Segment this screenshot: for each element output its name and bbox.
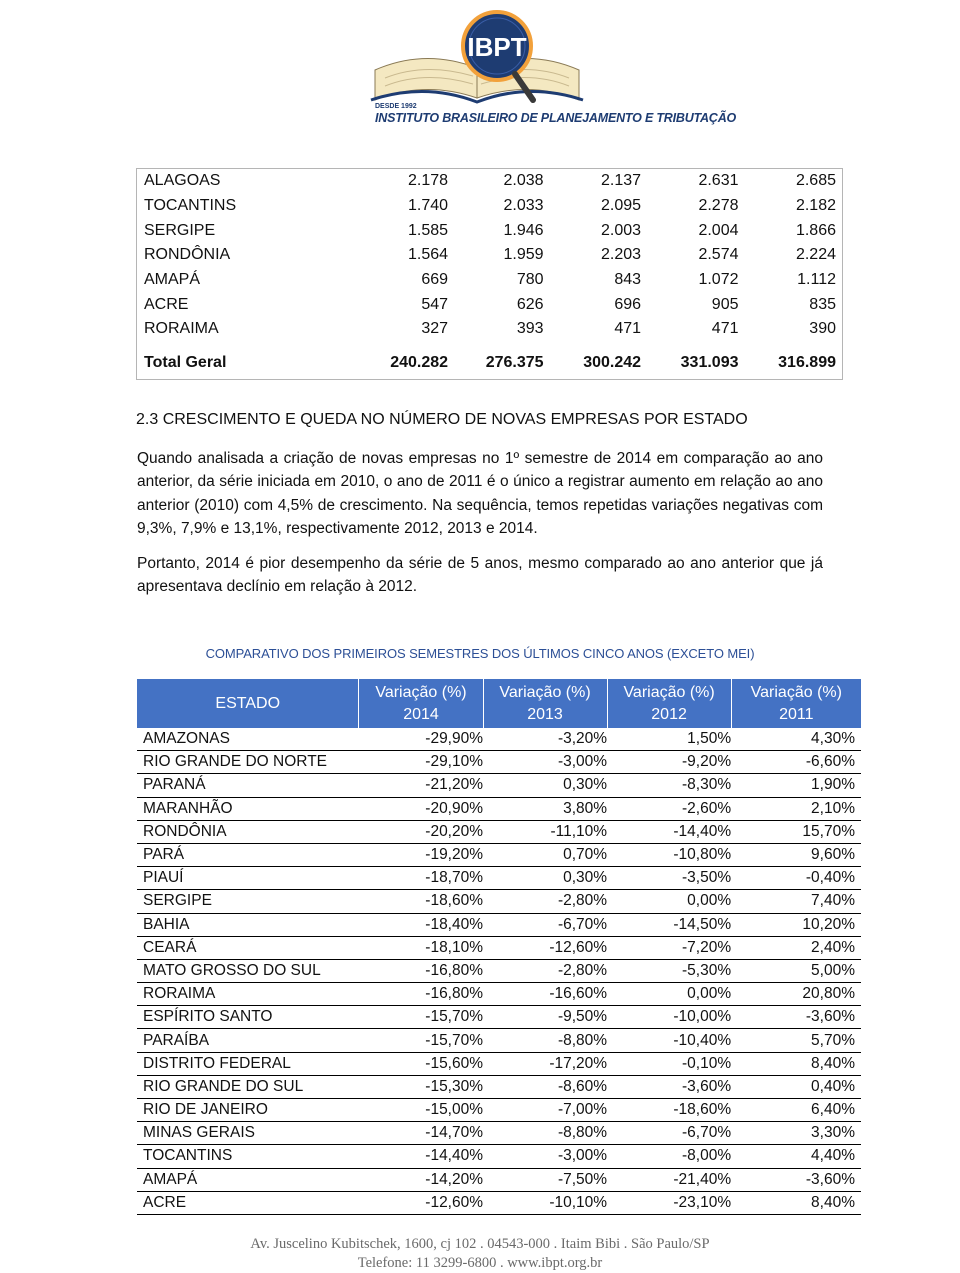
variation-cell: -20,90%: [359, 797, 483, 820]
table-row: [137, 1099, 861, 1122]
state-name: AMAPÁ: [144, 271, 201, 289]
value-cell: 1.585: [407, 221, 449, 239]
variation-cell: -15,30%: [359, 1075, 483, 1098]
value-cell: 1.564: [407, 246, 449, 264]
value-cell: 1.740: [407, 197, 449, 215]
value-cell: 2.182: [795, 197, 836, 215]
table-row: [137, 843, 861, 866]
state-name: TOCANTINS: [137, 1145, 359, 1168]
variation-cell: 8,40%: [731, 1052, 861, 1075]
variation-cell: -9,50%: [483, 1006, 607, 1029]
table-row: [137, 218, 842, 243]
state-name: PIAUÍ: [137, 867, 359, 890]
value-cell: 2.278: [698, 197, 739, 215]
value-cell: 2.038: [503, 172, 544, 190]
variation-cell: -18,70%: [359, 867, 483, 890]
ibpt-logo: [0, 0, 960, 145]
header-col-2013: [483, 679, 607, 728]
table-row: [137, 1191, 861, 1214]
footer-contact: Telefone: 11 3299-6800 . www.ibpt.org.br: [357, 1255, 603, 1271]
variation-cell: 5,70%: [731, 1029, 861, 1052]
value-cell: 669: [421, 271, 449, 289]
header-col-label: Variação (%): [499, 683, 591, 701]
variation-cell: 3,30%: [731, 1122, 861, 1145]
value-cell: 2.203: [600, 246, 642, 264]
variation-cell: -18,40%: [359, 913, 483, 936]
variation-cell: -21,20%: [359, 774, 483, 797]
table-row: [137, 820, 861, 843]
logo-brand-text: IBPT: [467, 32, 527, 62]
state-name: BAHIA: [137, 913, 359, 936]
value-cell: 471: [614, 320, 642, 338]
value-cell: 2.685: [795, 172, 836, 190]
variation-cell: 4,40%: [731, 1145, 861, 1168]
table-row: [137, 867, 861, 890]
variation-cell: -12,60%: [359, 1191, 483, 1214]
table-row: [137, 1122, 861, 1145]
variation-cell: 0,00%: [607, 890, 731, 913]
table-row: [137, 890, 861, 913]
variation-cell: -3,20%: [483, 728, 607, 751]
variation-cell: -2,80%: [483, 959, 607, 982]
comparison-table-caption: COMPARATIVO DOS PRIMEIROS SEMESTRES DOS ÚLTIMOS CINCO ANOS (EXCETO MEI): [205, 646, 755, 661]
value-cell: 2.631: [698, 172, 739, 190]
state-name: PARÁ: [137, 843, 359, 866]
state-name: ESPÍRITO SANTO: [137, 1006, 359, 1029]
table-row: [137, 169, 842, 194]
value-cell: 300.242: [583, 353, 642, 371]
variation-cell: 6,40%: [731, 1099, 861, 1122]
variation-cell: 2,40%: [731, 936, 861, 959]
variation-cell: -19,20%: [359, 843, 483, 866]
variation-cell: -14,70%: [359, 1122, 483, 1145]
variation-cell: -18,10%: [359, 936, 483, 959]
variation-cell: -3,60%: [731, 1168, 861, 1191]
variation-cell: 3,80%: [483, 797, 607, 820]
state-name: ACRE: [144, 295, 189, 313]
value-cell: 471: [711, 320, 739, 338]
table-row: [137, 751, 861, 774]
value-cell: 2.003: [600, 221, 642, 239]
value-cell: 626: [516, 295, 544, 313]
variation-cell: -7,20%: [607, 936, 731, 959]
table-row: [137, 1075, 861, 1098]
table-row: [137, 243, 842, 268]
variation-cell: 0,40%: [731, 1075, 861, 1098]
variation-cell: -7,50%: [483, 1168, 607, 1191]
variation-cell: -5,30%: [607, 959, 731, 982]
table-row: [137, 317, 842, 342]
variation-cell: 2,10%: [731, 797, 861, 820]
variation-cell: -10,40%: [607, 1029, 731, 1052]
variation-cell: 10,20%: [731, 913, 861, 936]
comparison-header-row: [137, 679, 861, 728]
variation-cell: -7,00%: [483, 1099, 607, 1122]
state-name: RONDÔNIA: [144, 246, 231, 264]
table-row: [137, 1029, 861, 1052]
variation-cell: -6,70%: [483, 913, 607, 936]
variation-cell: -6,60%: [731, 751, 861, 774]
variation-cell: -9,20%: [607, 751, 731, 774]
variation-cell: -18,60%: [607, 1099, 731, 1122]
variation-cell: 1,50%: [607, 728, 731, 751]
header-col-2011: [731, 679, 861, 728]
variation-cell: -10,00%: [607, 1006, 731, 1029]
variation-cell: -6,70%: [607, 1122, 731, 1145]
state-name: CEARÁ: [137, 936, 359, 959]
variation-cell: -3,60%: [731, 1006, 861, 1029]
variation-cell: -15,60%: [359, 1052, 483, 1075]
variation-cell: -15,00%: [359, 1099, 483, 1122]
state-name: ALAGOAS: [144, 172, 221, 190]
variation-cell: 15,70%: [731, 820, 861, 843]
logo-since-text: DESDE 1992: [375, 103, 417, 110]
value-cell: 843: [614, 271, 642, 289]
variation-cell: 20,80%: [731, 983, 861, 1006]
value-cell: 2.574: [698, 246, 739, 264]
state-name: RORAIMA: [137, 983, 359, 1006]
state-name: SERGIPE: [144, 221, 216, 239]
table-row: [137, 774, 861, 797]
analysis-paragraph-2: Portanto, 2014 é pior desempenho da série de 5 anos, mesmo comparado ao ano anterior que já apresentava declínio em relação à 2012.: [137, 555, 823, 596]
table-row: [137, 194, 842, 219]
variation-cell: -3,60%: [607, 1075, 731, 1098]
header-col-label: Variação (%): [750, 683, 842, 701]
table-row: [137, 728, 861, 751]
variation-cell: 1,90%: [731, 774, 861, 797]
variation-cell: -29,10%: [359, 751, 483, 774]
state-companies-grid: [137, 169, 842, 380]
variation-cell: -2,80%: [483, 890, 607, 913]
variation-cell: -15,70%: [359, 1029, 483, 1052]
variation-cell: -21,40%: [607, 1168, 731, 1191]
variation-cell: 4,30%: [731, 728, 861, 751]
value-cell: 2.224: [795, 246, 836, 264]
table-row: [137, 959, 861, 982]
state-name: RIO GRANDE DO NORTE: [137, 751, 359, 774]
variation-cell: 7,40%: [731, 890, 861, 913]
state-name: RORAIMA: [144, 320, 219, 338]
value-cell: 1.959: [503, 246, 544, 264]
value-cell: 905: [711, 295, 739, 313]
value-cell: 1.866: [795, 221, 836, 239]
variation-cell: -11,10%: [483, 820, 607, 843]
state-name: DISTRITO FEDERAL: [137, 1052, 359, 1075]
variation-cell: -8,80%: [483, 1029, 607, 1052]
value-cell: 276.375: [485, 353, 544, 371]
footer-address: Av. Juscelino Kubitschek, 1600, cj 102 . 04543-000 . Itaim Bibi . São Paulo/SP: [250, 1236, 710, 1252]
state-name: TOCANTINS: [144, 197, 237, 215]
variation-cell: -8,80%: [483, 1122, 607, 1145]
value-cell: 331.093: [680, 353, 739, 371]
state-name: MARANHÃO: [137, 797, 359, 820]
variation-cell: -0,10%: [607, 1052, 731, 1075]
header-col-2014: [359, 679, 483, 728]
total-label: Total Geral: [144, 353, 227, 371]
value-cell: 835: [809, 295, 836, 313]
table-total-row: [137, 342, 842, 380]
value-cell: 780: [516, 271, 544, 289]
state-name: PARANÁ: [137, 774, 359, 797]
comparison-table: [137, 679, 861, 1215]
variation-cell: -8,30%: [607, 774, 731, 797]
state-companies-table: [136, 168, 843, 380]
state-name: AMAPÁ: [137, 1168, 359, 1191]
variation-cell: -23,10%: [607, 1191, 731, 1214]
variation-cell: -20,20%: [359, 820, 483, 843]
table-row: [137, 797, 861, 820]
variation-cell: -12,60%: [483, 936, 607, 959]
table-row: [137, 1052, 861, 1075]
variation-cell: 0,30%: [483, 867, 607, 890]
variation-cell: 5,00%: [731, 959, 861, 982]
value-cell: 547: [421, 295, 449, 313]
header-col-year: 2014: [403, 705, 439, 723]
variation-cell: -17,20%: [483, 1052, 607, 1075]
state-name: RONDÔNIA: [137, 820, 359, 843]
book-magnifier-logo-icon: [365, 8, 595, 108]
value-cell: 2.004: [698, 221, 739, 239]
value-cell: 2.095: [600, 197, 642, 215]
state-name: MATO GROSSO DO SUL: [137, 959, 359, 982]
variation-cell: -8,00%: [607, 1145, 731, 1168]
value-cell: 327: [421, 320, 449, 338]
state-name: SERGIPE: [137, 890, 359, 913]
section-title: 2.3 CRESCIMENTO E QUEDA NO NÚMERO DE NOVAS EMPRESAS POR ESTADO: [136, 411, 748, 428]
table-row: [137, 983, 861, 1006]
variation-cell: -2,60%: [607, 797, 731, 820]
value-cell: 240.282: [390, 353, 449, 371]
variation-cell: 0,00%: [607, 983, 731, 1006]
variation-cell: -3,50%: [607, 867, 731, 890]
variation-cell: 9,60%: [731, 843, 861, 866]
variation-cell: -10,10%: [483, 1191, 607, 1214]
state-name: RIO DE JANEIRO: [137, 1099, 359, 1122]
logo-tagline: INSTITUTO BRASILEIRO DE PLANEJAMENTO E TRIBUTAÇÃO: [375, 111, 737, 125]
state-name: ACRE: [137, 1191, 359, 1214]
table-row: [137, 936, 861, 959]
state-name: AMAZONAS: [137, 728, 359, 751]
variation-cell: -18,60%: [359, 890, 483, 913]
header-col-label: Variação (%): [623, 683, 715, 701]
value-cell: 696: [614, 295, 642, 313]
value-cell: 2.178: [407, 172, 449, 190]
variation-cell: -3,00%: [483, 751, 607, 774]
value-cell: 390: [809, 320, 836, 338]
value-cell: 2.033: [503, 197, 544, 215]
variation-cell: -14,40%: [607, 820, 731, 843]
variation-cell: 8,40%: [731, 1191, 861, 1214]
state-name: RIO GRANDE DO SUL: [137, 1075, 359, 1098]
value-cell: 316.899: [778, 353, 836, 371]
header-col-year: 2013: [527, 705, 563, 723]
variation-cell: -3,00%: [483, 1145, 607, 1168]
table-row: [137, 268, 842, 293]
header-col-year: 2012: [651, 705, 687, 723]
header-col-2012: [607, 679, 731, 728]
state-name: MINAS GERAIS: [137, 1122, 359, 1145]
value-cell: 2.137: [600, 172, 642, 190]
variation-cell: -29,90%: [359, 728, 483, 751]
variation-cell: -15,70%: [359, 1006, 483, 1029]
value-cell: 1.946: [503, 221, 544, 239]
value-cell: 1.112: [797, 271, 836, 289]
variation-cell: -16,80%: [359, 959, 483, 982]
header-col-year: 2011: [779, 705, 814, 723]
header-state: [137, 679, 359, 728]
table-row: [137, 1145, 861, 1168]
state-name: PARAÍBA: [137, 1029, 359, 1052]
variation-cell: -10,80%: [607, 843, 731, 866]
variation-cell: -14,50%: [607, 913, 731, 936]
value-cell: 1.072: [698, 271, 739, 289]
variation-cell: 0,70%: [483, 843, 607, 866]
analysis-paragraph-1: Quando analisada a criação de novas empresas no 1º semestre de 2014 em comparação ao ano anterior, da série iniciada em 2010, o ano de 2011 é o único a registrar aumento em relação ao ano anterior (2010) com 4,5% de crescimento. Na sequência, temos repetidas variações negativas com 9,3%, 7,9% e 13,1%, respectivamente 2012, 2013 e 2014.: [137, 450, 823, 538]
value-cell: 393: [516, 320, 544, 338]
variation-cell: -8,60%: [483, 1075, 607, 1098]
table-row: [137, 1006, 861, 1029]
table-row: [137, 292, 842, 317]
variation-cell: -14,40%: [359, 1145, 483, 1168]
table-row: [137, 1168, 861, 1191]
header-col-label: Variação (%): [375, 683, 467, 701]
variation-cell: -16,80%: [359, 983, 483, 1006]
header-state-label: ESTADO: [215, 694, 281, 712]
variation-cell: -16,60%: [483, 983, 607, 1006]
table-row: [137, 913, 861, 936]
variation-cell: -0,40%: [731, 867, 861, 890]
variation-cell: -14,20%: [359, 1168, 483, 1191]
variation-cell: 0,30%: [483, 774, 607, 797]
